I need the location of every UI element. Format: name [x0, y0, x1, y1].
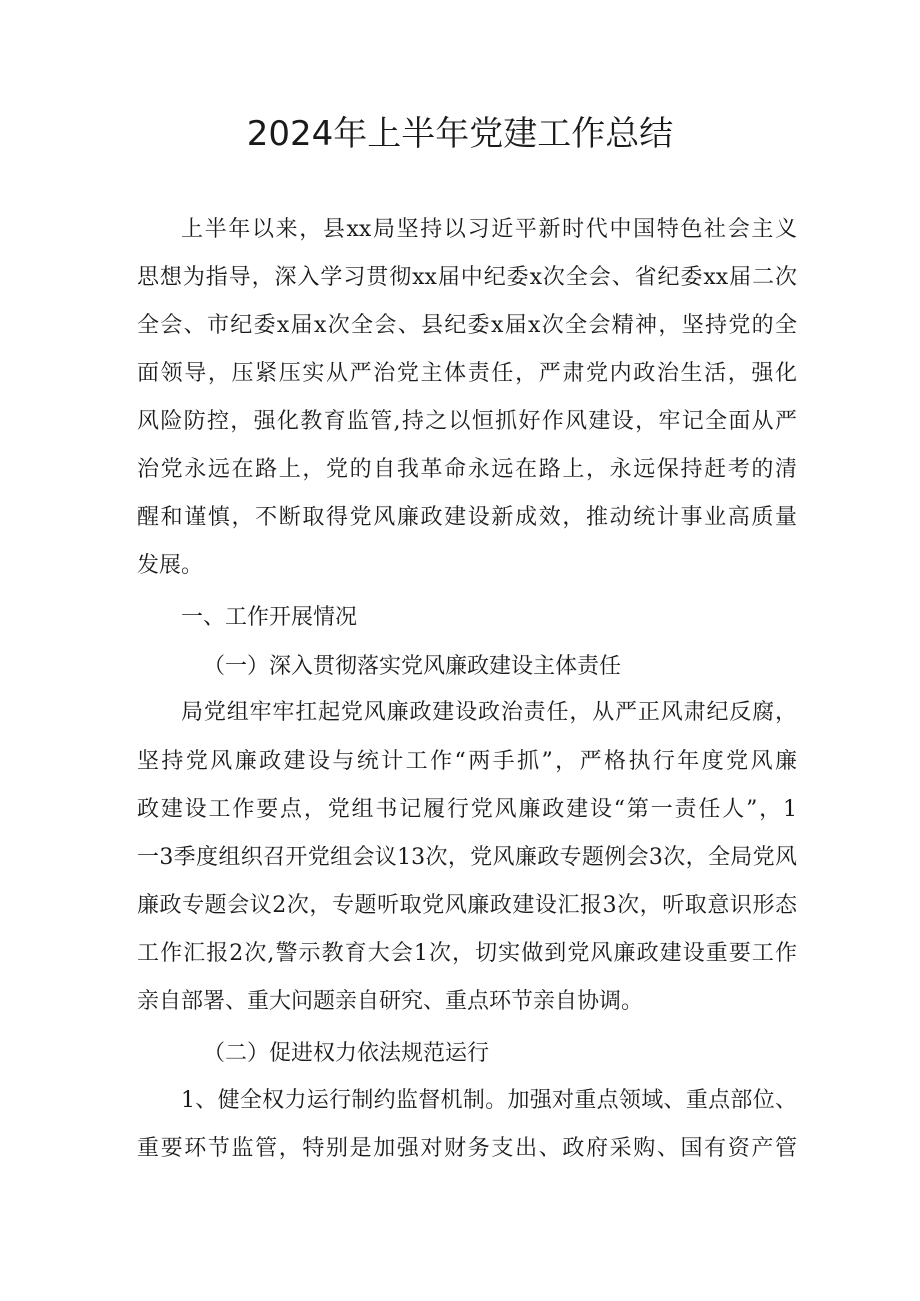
paragraph-line: 工作汇报2次,警示教育大会1次，切实做到党风廉政建设重要工作	[137, 941, 797, 966]
paragraph-line: 重要环节监管，特别是加强对财务支出、政府采购、国有资产管	[137, 1136, 797, 1161]
paragraph-line: 坚持党风廉政建设与统计工作“两手抓”，严格执行年度党风廉	[137, 749, 797, 774]
paragraph-line: 亲自部署、重大问题亲自研究、重点环节亲自协调。	[137, 989, 644, 1014]
paragraph-line: 政建设工作要点，党组书记履行党风廉政建设“第一责任人”，1	[137, 797, 797, 822]
paragraph-line: 发展。	[137, 553, 204, 578]
paragraph-line: 一3季度组织召开党组会议13次，党风廉政专题例会3次，全局党风	[137, 845, 797, 870]
document-title: 2024年上半年党建工作总结	[246, 114, 674, 154]
paragraph-line: 风险防控，强化教育监管,持之以恒抓好作风建设，牢记全面从严	[137, 409, 797, 434]
paragraph-line: 局党组牢牢扛起党风廉政建设政治责任，从严正风肃纪反腐，	[181, 700, 797, 725]
paragraph-line: 廉政专题会议2次，专题听取党风廉政建设汇报3次，听取意识形态	[137, 893, 797, 918]
subsection-heading: （二）促进权力依法规范运行	[203, 1041, 490, 1066]
paragraph-line: 思想为指导，深入学习贯彻xx届中纪委x次全会、省纪委xx届二次	[137, 265, 797, 290]
subsection-heading: （一）深入贯彻落实党风廉政建设主体责任	[203, 654, 622, 679]
section-heading: 一、工作开展情况	[181, 605, 358, 630]
paragraph-line: 全会、市纪委x届x次全会、县纪委x届x次全会精神，坚持党的全	[137, 313, 797, 338]
paragraph-line: 醒和谨慎，不断取得党风廉政建设新成效，推动统计事业高质量	[137, 505, 797, 530]
paragraph-line: 面领导，压紧压实从严治党主体责任，严肃党内政治生活，强化	[137, 361, 797, 386]
paragraph-line: 1、健全权力运行制约监督机制。加强对重点领域、重点部位、	[181, 1088, 797, 1113]
paragraph-line: 上半年以来，县xx局坚持以习近平新时代中国特色社会主义	[181, 217, 797, 242]
paragraph-line: 治党永远在路上，党的自我革命永远在路上，永远保持赶考的清	[137, 457, 797, 482]
